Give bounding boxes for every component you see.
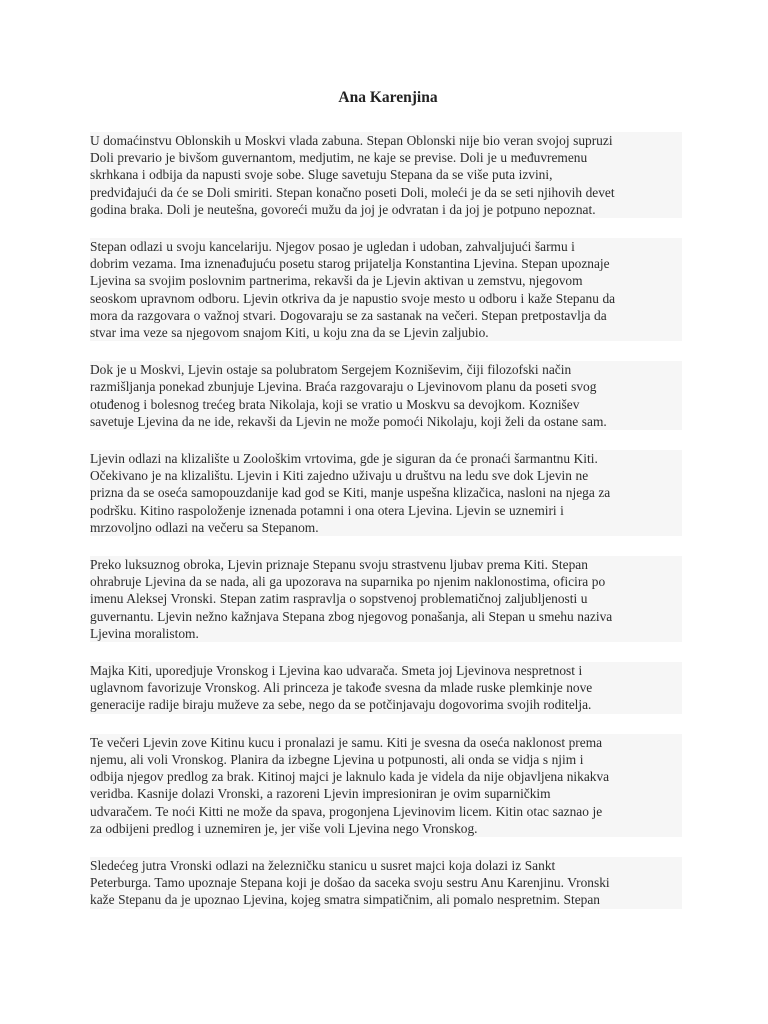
text-line: razmišljanja ponekad zbunjuje Ljevina. Braća razgovaraju o Ljevinovom planu da poseti svog: [90, 378, 682, 395]
text-line: godina braka. Doli je neutešna, govoreći mužu da joj je odvratan i da joj je potpuno nepoznat.: [90, 201, 682, 218]
text-line: Doli prevario je bivšom guvernantom, medjutim, ne kaje se previse. Doli je u međuvremenu: [90, 149, 682, 166]
text-line: predviđajući da će se Doli smiriti. Stepan konačno poseti Doli, moleći je da se seti njihovih devet: [90, 184, 682, 201]
paragraph-4: [90, 450, 686, 536]
text-line: Peterburga. Tamo upoznaje Stepana koji je došao da saceka svoju sestru Anu Karenjinu. Vronski: [90, 874, 682, 891]
text-line: skrhkana i odbija da napusti svoje sobe. Sluge savetuju Stepana da se više puta izvini,: [90, 166, 682, 183]
text-line: Stepan odlazi u svoju kancelariju. Njegov posao je ugledan i udoban, zahvaljujući šarmu i: [90, 238, 682, 255]
text-line: udvaračem. Te noći Kitti ne može da spava, progonjena Ljevinovim licem. Kitin otac saznao je: [90, 803, 682, 820]
text-line: Ljevina moralistom.: [90, 625, 682, 642]
document-title: Ana Karenjina: [338, 89, 438, 106]
paragraph-8: [90, 857, 686, 909]
text-line: imenu Aleksej Vronski. Stepan zatim raspravlja o sopstvenoj problematičnoj zaljubljenosti u: [90, 590, 682, 607]
text-line: mora da razgovara o važnoj stvari. Dogovaraju se za sastanak na večeri. Stepan pretpostavlja da: [90, 307, 682, 324]
text-line: generacije radije biraju muževe za sebe, nego da se potčinjavaju dogovorima svojih roditelja.: [90, 696, 682, 713]
text-line: Majka Kiti, uporedjuje Vronskog i Ljevina kao udvarača. Smeta joj Ljevinova nespretnost i: [90, 662, 682, 679]
text-line: seoskom upravnom odboru. Ljevin otkriva da je napustio svoje mesto u odboru i kaže Stepanu da: [90, 290, 682, 307]
text-line: otuđenog i bolesnog trećeg brata Nikolaja, koji se vratio u Moskvu sa devojkom. Koznišev: [90, 396, 682, 413]
paragraph-3: [90, 361, 686, 430]
paragraph-1: [90, 132, 686, 218]
text-line: Dok je u Moskvi, Ljevin ostaje sa polubratom Sergejem Kozniševim, čiji filozofski način: [90, 361, 682, 378]
text-line: za odbijeni predlog i uznemiren je, jer više voli Ljevina nego Vronskog.: [90, 820, 682, 837]
text-line: njemu, ali voli Vronskog. Planira da izbegne Ljevina u potpunosti, ali onda se vidja s njim i: [90, 751, 682, 768]
text-line: Preko luksuznog obroka, Ljevin priznaje Stepanu svoju strastvenu ljubav prema Kiti. Stepan: [90, 556, 682, 573]
paragraph-7: [90, 734, 686, 837]
text-line: odbija njegov predlog za brak. Kitinoj majci je laknulo kada je videla da nije objavljena nikakva: [90, 768, 682, 785]
text-line: podršku. Kitino raspoloženje iznenada potamni i ona otera Ljevina. Ljevin se uznemiri i: [90, 502, 682, 519]
text-line: guvernantu. Ljevin nežno kažnjava Stepana zbog njegovog ponašanja, ali Stepan u smehu naziva: [90, 608, 682, 625]
text-line: veridba. Kasnije dolazi Vronski, a razoreni Ljevin impresioniran je ovim suparničkim: [90, 785, 682, 802]
text-line: stvar ima veze sa njegovom snajom Kiti, u koju zna da se Ljevin zaljubio.: [90, 324, 682, 341]
text-line: kaže Stepanu da je upoznao Ljevina, kojeg smatra simpatičnim, ali pomalo nespretnim. Stepan: [90, 891, 682, 908]
document-page: [90, 88, 686, 929]
text-line: Te večeri Ljevin zove Kitinu kucu i pronalazi je samu. Kiti je svesna da oseća naklonost prema: [90, 734, 682, 751]
text-line: U domaćinstvu Oblonskih u Moskvi vlada zabuna. Stepan Oblonski nije bio veran svojoj supruzi: [90, 132, 682, 149]
text-line: ohrabruje Ljevina da se nada, ali ga upozorava na suparnika po njenim naklonostima, oficira po: [90, 573, 682, 590]
text-line: uglavnom favorizuje Vronskog. Ali princeza je takođe svesna da mlade ruske plemkinje nove: [90, 679, 682, 696]
paragraph-5: [90, 556, 686, 642]
text-line: mrzovoljno odlazi na večeru sa Stepanom.: [90, 519, 682, 536]
text-line: Sledećeg jutra Vronski odlazi na železničku stanicu u susret majci koja dolazi iz Sankt: [90, 857, 682, 874]
text-line: savetuje Ljevina da ne ide, rekavši da Ljevin ne može pomoći Nikolaju, koji želi da ostane sam.: [90, 413, 682, 430]
text-line: prizna da se oseća samopouzdanije kad god se Kiti, manje uspešna klizačica, nasloni na njega za: [90, 484, 682, 501]
text-line: Očekivano je na klizalištu. Ljevin i Kiti zajedno uživaju u društvu na ledu sve dok Ljevin ne: [90, 467, 682, 484]
paragraph-6: [90, 662, 686, 714]
text-line: Ljevina sa svojim poslovnim partnerima, rekavši da je Ljevin aktivan u zemstvu, njegovom: [90, 272, 682, 289]
text-line: dobrim vezama. Ima iznenađujuću posetu starog prijatelja Konstantina Ljevina. Stepan upoznaje: [90, 255, 682, 272]
text-line: Ljevin odlazi na klizalište u Zoološkim vrtovima, gde je siguran da će pronaći šarmantnu Kiti.: [90, 450, 682, 467]
paragraph-2: [90, 238, 686, 341]
